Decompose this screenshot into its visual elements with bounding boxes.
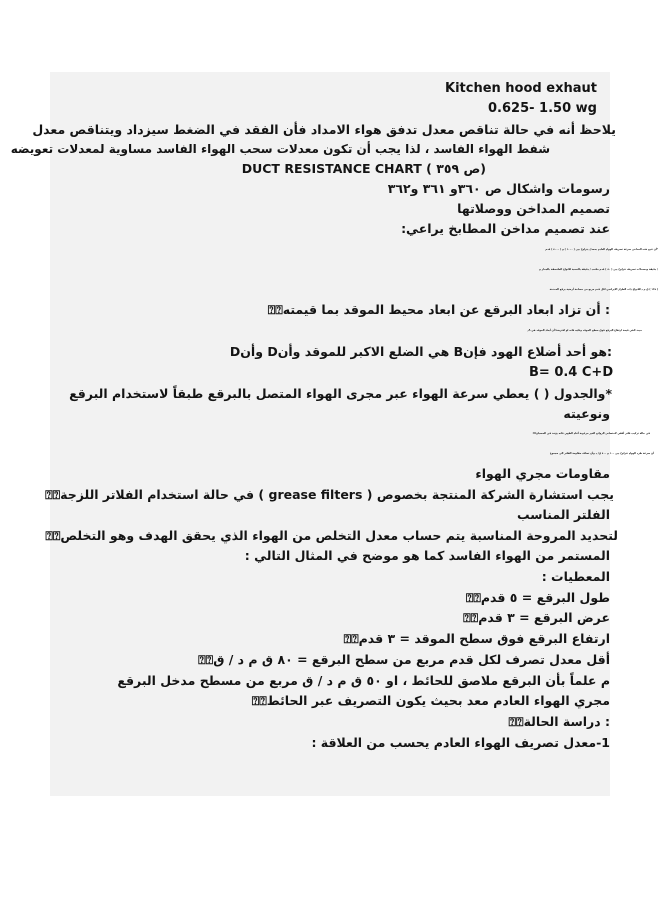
- text-line: م علماً بأن البرقع ملاصق للحائط ، او ٥٠ ق م د / ق مربع من مسطح مدخل البرقع: [117, 673, 610, 688]
- text-line: *أن تتيح هذه المداخن سرعة تصريف الهواء العادم بمعدل يتراوح بين ( ١٠٠٠ ) و ( ٤٠٠٠ ) قدم: [545, 248, 658, 251]
- text-line: / دقيقة وبمعدلات تصريف تتراوح بين ( ٨٠ ) قدم مكعب / دقيقة بالنسبة للانواع الملتصقة بالجدار و: [539, 268, 658, 271]
- list-item: ⍰⍰ارتفاع البرقع فوق سطح الموقد = ٣ قدم: [343, 631, 610, 646]
- text-line: رسومات واشكال ص ٣٦٠و ٣٦١ و٣٦٢: [387, 181, 610, 196]
- text-line: Dوأن Dهي الضلع الاكبر للموقد وأن Bهو أحد أضلاع الهود فإن:: [229, 344, 612, 359]
- formula: B= 0.4 C+D: [529, 365, 614, 380]
- duct-resistance-ref: DUCT RESISTANCE CHART ( ص ٣٥٩): [241, 161, 486, 176]
- text-line: مقاومات مجري الهواء: [475, 466, 610, 481]
- text-line: ⍰⍰لتحديد المروحة المناسبة يتم حساب معدل التخلص من الهواء الذي يحقق الهدف وهو التخلص: [45, 528, 618, 543]
- text-line: ⍰⍰أن تزاد ابعاد البرقع عن ابعاد محيط الموقد بما قيمته :: [267, 302, 610, 317]
- givens-heading: المعطيات :: [541, 569, 610, 584]
- list-item: ⍰⍰عرض البرقع = ٣ قدم: [463, 610, 610, 625]
- text-line: ( ١٢٥ ) ق م د للانواع ذات الطراز الايرلندي لكل قدم مربع من مساحة أرضية برقع المدخنة: [549, 288, 658, 291]
- list-item: ⍰⍰طول البرقع = ٥ قدم: [465, 590, 610, 605]
- text-line: يلاحظ أنه في حالة تناقص معدل تدفق هواء الامداد فأن الفقد في الضغط سيزداد ويتناقص معدل: [32, 122, 616, 137]
- text-line: ⍰⍰في حالة استخدام الفلاتر اللزجة ( grease filters ) يجب استشارة الشركة المنتجة بخصوص: [45, 487, 614, 502]
- numbered-item: 1-معدل تصريف الهواء العادم يحسب من العلاقة :: [311, 735, 610, 750]
- text-line: عند تصميم مداخن المطابخ يراعي:: [401, 221, 610, 236]
- text-line: ⍰⍰في حالة تركيب فلتر أفقي لامتصاص الروائح الغير مرغوبة أثناء الطهي فانه يؤخذ في الحسبان: [532, 432, 650, 435]
- section-heading: تصميم المداخن ووصلاتها: [457, 201, 610, 216]
- list-item: ⍰⍰مجري الهواء العادم معد بحيث يكون التصريف عبر الحائط: [251, 693, 610, 708]
- text-line: ونوعيته: [563, 406, 610, 421]
- pressure-range: 0.625- 1.50 wg: [488, 101, 597, 116]
- text-line: *والجدول ( ) يعطي سرعة الهواء عبر مجرى الهواء المتصل بالبرقع طبقاً لاستخدام البرقع: [69, 386, 612, 401]
- text-line: أن سرعة طرد الهواء تتراوح بين ١٠٠ و ٤٠٠ ق/ د وأن تضاف مقاومة الفلتر الى مجموع: [549, 452, 654, 455]
- text-line: حيث Cهي قيمة ارتفاع البرقع فوق سطح الموقد وعليه فانه لو افترضنا أن أبعاد الموقد هي A,: [527, 329, 642, 332]
- document-title: Kitchen hood exhaut: [445, 81, 597, 96]
- text-line: الفلتر المناسب: [517, 507, 610, 522]
- text-line: شفط الهواء الفاسد ، لذا يجب أن تكون معدلات سحب الهواء الفاسد مساوية لمعدلات تعويضه: [10, 142, 550, 156]
- case-study-heading: ⍰⍰دراسة الحالة :: [508, 714, 610, 729]
- list-item: ⍰⍰أقل معدل تصرف لكل قدم مربع من سطح البرقع = ٨٠ ق م د / ق: [198, 652, 610, 667]
- document-page: [10, 72, 658, 796]
- text-line: المستمر من الهواء الفاسد كما هو موضح في المثال التالي :: [244, 548, 610, 563]
